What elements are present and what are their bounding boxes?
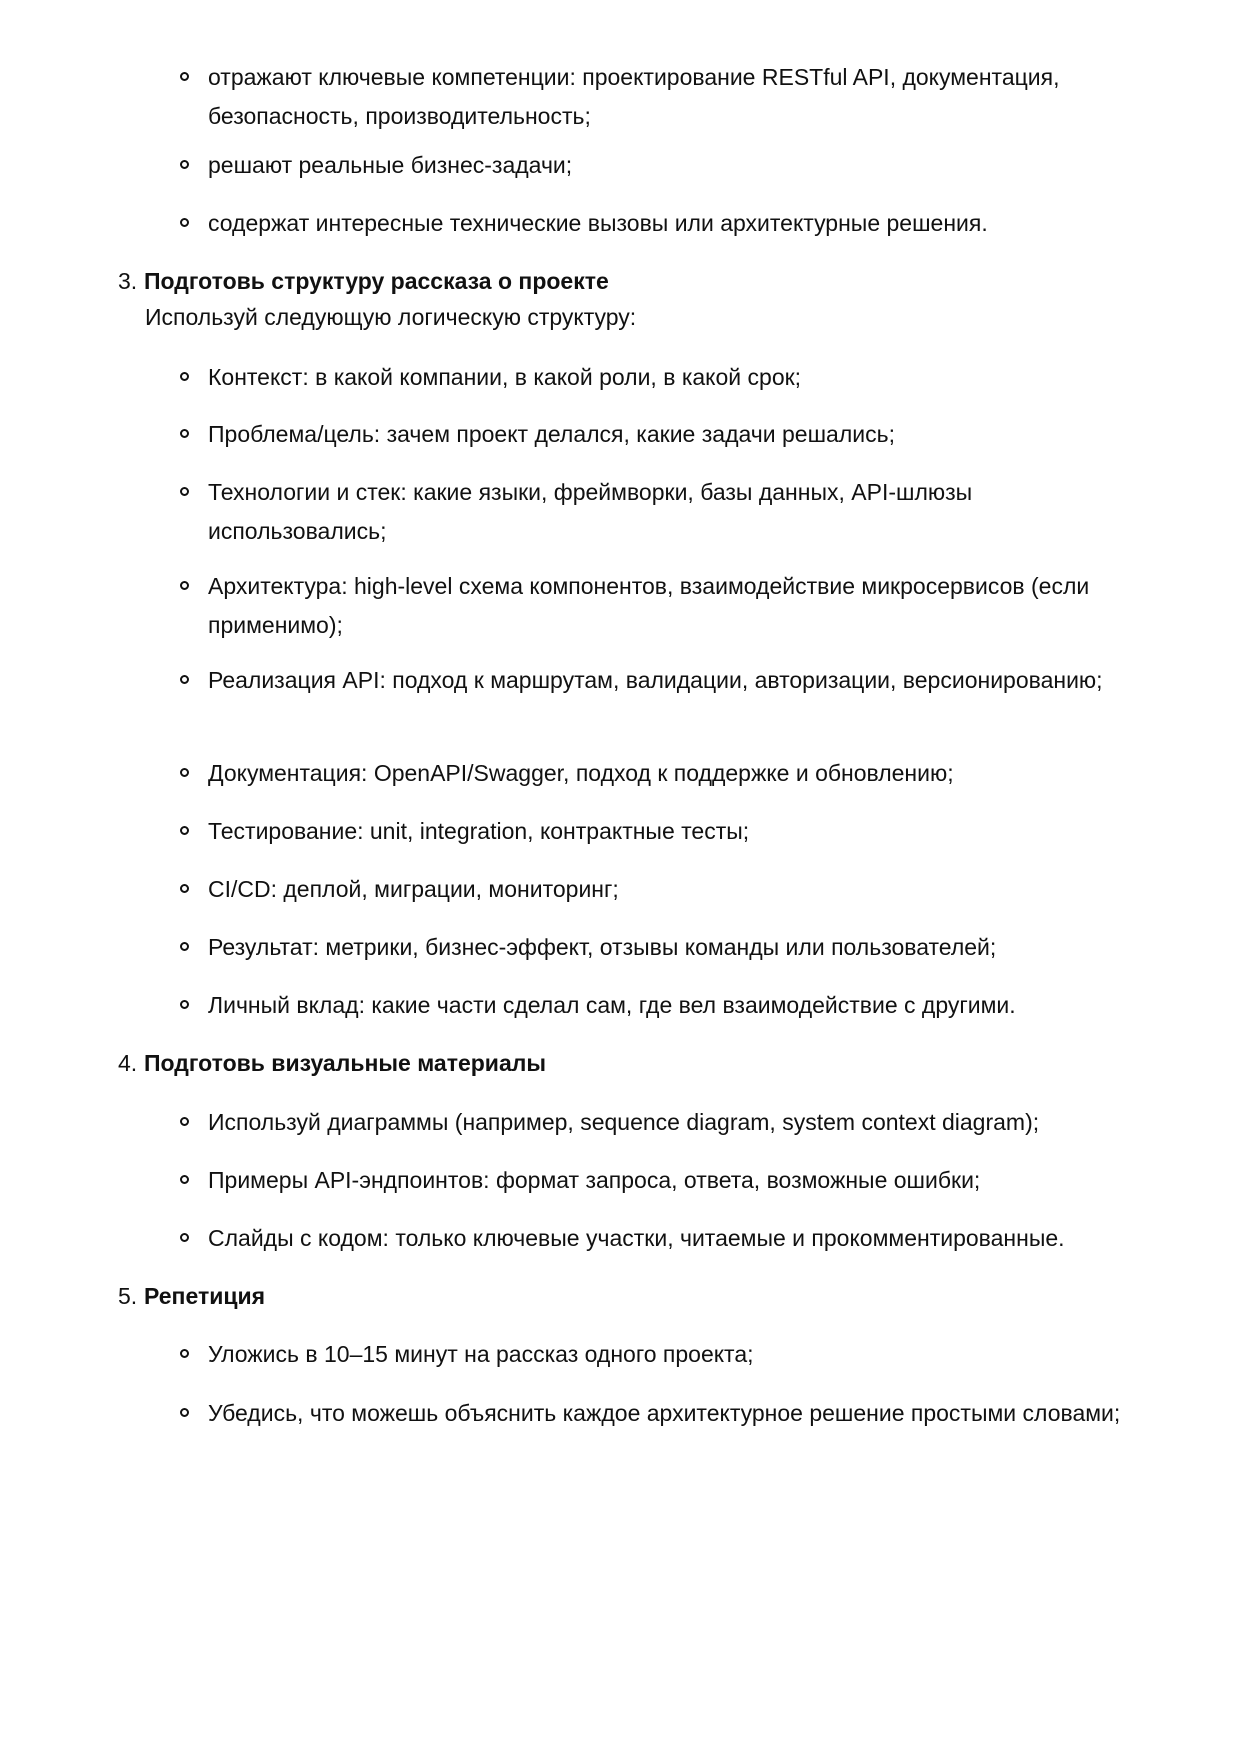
step-title: Подготовь структуру рассказа о проекте bbox=[144, 268, 609, 294]
bullet-circle-icon bbox=[180, 160, 189, 169]
list-item bbox=[180, 986, 1140, 1025]
bullet-circle-icon bbox=[180, 768, 189, 777]
list-item-text: Технологии и стек: какие языки, фреймворки, базы данных, API-шлюзы использовались; bbox=[208, 479, 973, 544]
list-item bbox=[180, 473, 1140, 551]
step-number: 3. bbox=[118, 268, 138, 294]
list-item-text: Личный вклад: какие части сделал сам, где вел взаимодействие с другими. bbox=[208, 992, 1016, 1018]
list-item bbox=[180, 1219, 1140, 1258]
list-item bbox=[180, 870, 1140, 909]
step-title: Репетиция bbox=[144, 1283, 266, 1309]
bullet-circle-icon bbox=[180, 942, 189, 951]
step-title: Подготовь визуальные материалы bbox=[144, 1050, 546, 1076]
bullet-circle-icon bbox=[180, 1408, 189, 1417]
list-item bbox=[180, 661, 1140, 700]
list-item bbox=[180, 146, 1140, 185]
bullet-circle-icon bbox=[180, 1000, 189, 1009]
list-item bbox=[180, 812, 1140, 851]
list-item bbox=[180, 415, 1140, 454]
list-item-text: Архитектура: high-level схема компонентов, взаимодействие микросервисов (если применимо); bbox=[208, 573, 1090, 638]
list-item bbox=[180, 1335, 1140, 1374]
list-item-text: Убедись, что можешь объяснить каждое архитектурное решение простыми словами; bbox=[208, 1400, 1121, 1426]
step-heading-5 bbox=[118, 1277, 1118, 1316]
list-item-text: Используй диаграммы (например, sequence diagram, system context diagram); bbox=[208, 1109, 1040, 1135]
list-item-text: Реализация API: подход к маршрутам, валидации, авторизации, версионированию; bbox=[208, 667, 1103, 693]
bullet-circle-icon bbox=[180, 372, 189, 381]
list-item bbox=[180, 754, 1140, 793]
list-item bbox=[180, 928, 1140, 967]
bullet-circle-icon bbox=[180, 487, 189, 496]
bullet-circle-icon bbox=[180, 884, 189, 893]
list-item-text: Уложись в 10–15 минут на рассказ одного проекта; bbox=[208, 1341, 754, 1367]
step-heading-4 bbox=[118, 1044, 1118, 1083]
list-item-text: содержат интересные технические вызовы или архитектурные решения. bbox=[208, 210, 988, 236]
bullet-circle-icon bbox=[180, 1175, 189, 1184]
list-item-text: Результат: метрики, бизнес-эффект, отзывы команды или пользователей; bbox=[208, 934, 997, 960]
list-item bbox=[180, 1103, 1140, 1142]
step-heading-3 bbox=[118, 262, 1118, 301]
bullet-circle-icon bbox=[180, 1233, 189, 1242]
list-item bbox=[180, 58, 1140, 136]
bullet-circle-icon bbox=[180, 826, 189, 835]
bullet-circle-icon bbox=[180, 429, 189, 438]
list-item-text: Документация: OpenAPI/Swagger, подход к поддержке и обновлению; bbox=[208, 760, 954, 786]
step-subtitle: Используй следующую логическую структуру: bbox=[145, 304, 637, 330]
step-number: 5. bbox=[118, 1283, 138, 1309]
bullet-circle-icon bbox=[180, 72, 189, 81]
list-item-text: Слайды с кодом: только ключевые участки, читаемые и прокомментированные. bbox=[208, 1225, 1065, 1251]
bullet-circle-icon bbox=[180, 218, 189, 227]
list-item-text: Контекст: в какой компании, в какой роли, в какой срок; bbox=[208, 364, 802, 390]
list-item-text: CI/CD: деплой, миграции, мониторинг; bbox=[208, 876, 619, 902]
list-item-text: Примеры API-эндпоинтов: формат запроса, ответа, возможные ошибки; bbox=[208, 1167, 981, 1193]
bullet-circle-icon bbox=[180, 1349, 189, 1358]
list-item bbox=[180, 358, 1140, 397]
list-item-text: Проблема/цель: зачем проект делался, какие задачи решались; bbox=[208, 421, 895, 447]
step-number: 4. bbox=[118, 1050, 138, 1076]
bullet-circle-icon bbox=[180, 675, 189, 684]
list-item bbox=[180, 204, 1140, 243]
list-item bbox=[180, 1394, 1140, 1433]
bullet-circle-icon bbox=[180, 581, 189, 590]
list-item bbox=[180, 567, 1140, 645]
list-item-text: отражают ключевые компетенции: проектирование RESTful API, документация, безопасность, производительность; bbox=[208, 64, 1060, 129]
list-item-text: решают реальные бизнес-задачи; bbox=[208, 152, 573, 178]
list-item-text: Тестирование: unit, integration, контрактные тесты; bbox=[208, 818, 750, 844]
list-item bbox=[180, 1161, 1140, 1200]
bullet-circle-icon bbox=[180, 1117, 189, 1126]
